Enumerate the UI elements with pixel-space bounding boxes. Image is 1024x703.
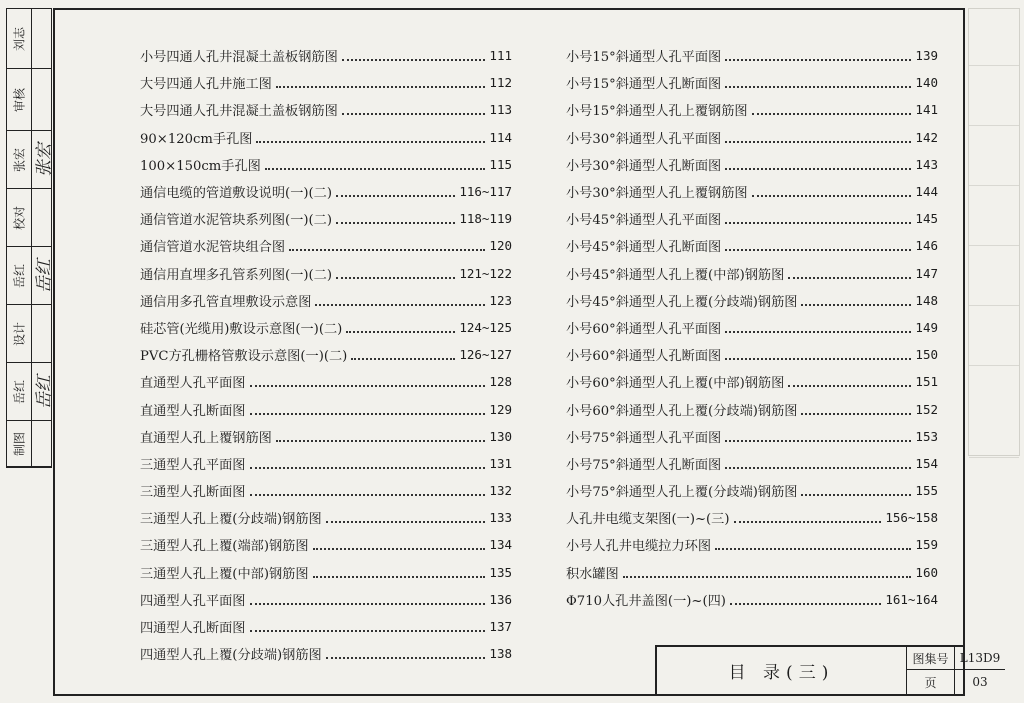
toc-entry-page: 129 <box>489 401 512 417</box>
dot-leader <box>326 656 486 659</box>
dot-leader <box>752 112 912 115</box>
signature-role-label: 校对 <box>12 205 27 230</box>
signature-role-label: 张宏 <box>12 147 27 172</box>
toc-entry-page: 132 <box>489 483 512 499</box>
signature-row <box>7 9 51 69</box>
toc-entry <box>566 423 938 450</box>
toc-entry <box>140 559 512 586</box>
toc-entry-page: 111 <box>489 48 512 64</box>
dot-leader <box>725 221 911 224</box>
toc-entry-page: 139 <box>915 48 938 64</box>
dot-leader <box>342 58 486 61</box>
toc-entry-page: 135 <box>489 564 512 580</box>
toc-entry <box>140 613 512 640</box>
dot-leader <box>342 112 486 115</box>
toc-entry-title: 积水罐图 <box>566 566 619 582</box>
dot-leader <box>725 248 911 251</box>
toc-entry-page: 150 <box>915 347 938 363</box>
toc-entry-title: 通信电缆的管道敷设说明(一)(二) <box>140 186 333 202</box>
dot-leader <box>725 439 911 442</box>
handwritten-signature: 岳红 <box>34 374 55 409</box>
toc-entry-title: 小号45°斜通型人孔上覆(中部)钢筋图 <box>566 267 785 283</box>
toc-entry-page: 115 <box>489 156 512 172</box>
toc-entry-page: 113 <box>489 102 512 118</box>
toc-entry-title: 直通型人孔断面图 <box>140 403 246 419</box>
dot-leader <box>752 194 912 197</box>
toc-entry-title: 小号60°斜通型人孔平面图 <box>566 321 722 337</box>
dot-leader <box>623 575 912 578</box>
dot-leader <box>315 303 485 306</box>
toc-entry-title: 大号四通人孔井施工图 <box>140 77 272 93</box>
toc-entry-title: 三通型人孔断面图 <box>140 485 246 501</box>
dot-leader <box>801 412 911 415</box>
toc-entry-title: 小号30°斜通型人孔上覆钢筋图 <box>566 186 748 202</box>
toc-entry <box>140 531 512 558</box>
toc-entry <box>140 151 512 178</box>
toc-entry-title: 小号15°斜通型人孔断面图 <box>566 77 722 93</box>
signature-row <box>7 421 51 467</box>
toc-entry-page: 123 <box>489 292 512 308</box>
signature-row <box>7 363 55 421</box>
dot-leader <box>788 384 911 387</box>
toc-entry-page: 130 <box>489 428 512 444</box>
dot-leader <box>250 602 486 605</box>
toc-entry <box>140 423 512 450</box>
signature-role-label: 岳红 <box>12 379 27 404</box>
toc-entry-page: 133 <box>489 510 512 526</box>
toc-entry-page: 161~164 <box>885 591 938 607</box>
toc-entry <box>140 287 512 314</box>
toc-entry <box>566 477 938 504</box>
strip-divider <box>31 9 32 68</box>
dot-leader <box>250 493 486 496</box>
toc-entry <box>140 504 512 531</box>
toc-entry-title: 三通型人孔上覆(端部)钢筋图 <box>140 539 309 555</box>
toc-entry-title: 100×150cm手孔图 <box>140 158 261 174</box>
toc-entry <box>566 559 938 586</box>
toc-entry-page: 137 <box>489 619 512 635</box>
toc-entry-page: 140 <box>915 75 938 91</box>
dot-leader <box>250 466 486 469</box>
toc-entry <box>140 205 512 232</box>
toc-entry-page: 114 <box>489 129 512 145</box>
toc-entry <box>140 124 512 151</box>
sheet-title: 目 录(三) <box>657 647 907 694</box>
toc-entry <box>140 260 512 287</box>
toc-entry <box>140 341 512 368</box>
dot-leader <box>250 384 486 387</box>
toc-entry-title: 小号15°斜通型人孔平面图 <box>566 50 722 66</box>
toc-entry-title: 通信用直埋多孔管系列图(一)(二) <box>140 267 333 283</box>
toc-entry-title: 三通型人孔上覆(中部)钢筋图 <box>140 566 309 582</box>
toc-entry <box>140 42 512 69</box>
signature-row <box>7 189 51 247</box>
toc-entry-page: 145 <box>915 211 938 227</box>
toc-entry-page: 121~122 <box>459 265 512 281</box>
toc-entry-title: 小号15°斜通型人孔上覆钢筋图 <box>566 104 748 120</box>
dot-leader <box>250 629 486 632</box>
signature-strip <box>6 8 55 468</box>
toc-entry-page: 131 <box>489 455 512 471</box>
handwritten-signature: 张宏 <box>34 142 55 177</box>
toc-entry <box>566 586 938 613</box>
dot-leader <box>725 140 911 143</box>
toc-entry-title: 通信用多孔管直埋敷设示意图 <box>140 294 312 310</box>
dot-leader <box>801 493 911 496</box>
toc-entry <box>566 178 938 205</box>
dot-leader <box>313 575 486 578</box>
toc-entry <box>566 314 938 341</box>
dot-leader <box>326 520 486 523</box>
toc-entry-title: 小号75°斜通型人孔上覆(分歧端)钢筋图 <box>566 485 798 501</box>
toc-entry <box>140 395 512 422</box>
toc-entry-title: 小号45°斜通型人孔平面图 <box>566 213 722 229</box>
toc-entry-title: 小号45°斜通型人孔断面图 <box>566 240 722 256</box>
signature-role-label: 设计 <box>12 321 27 346</box>
toc-entry-title: 小号60°斜通型人孔上覆(分歧端)钢筋图 <box>566 403 798 419</box>
dot-leader <box>725 58 911 61</box>
toc-entry <box>566 260 938 287</box>
dot-leader <box>351 357 455 360</box>
strip-divider <box>31 305 32 362</box>
toc-entry-page: 142 <box>915 129 938 145</box>
signature-row <box>7 305 51 363</box>
page-label: 页 <box>907 670 955 694</box>
dot-leader <box>725 357 911 360</box>
dot-leader <box>336 194 455 197</box>
title-block <box>655 645 1001 694</box>
toc-entry <box>140 69 512 96</box>
signature-role-label: 刘志 <box>12 26 27 51</box>
toc-entry-title: 三通型人孔平面图 <box>140 457 246 473</box>
toc-entry-title: 小号四通人孔井混凝土盖板钢筋图 <box>140 50 338 66</box>
toc-entry-page: 116~117 <box>459 184 512 200</box>
strip-divider <box>31 189 32 246</box>
dot-leader <box>715 547 911 550</box>
toc-entry <box>140 450 512 477</box>
toc-entry <box>566 151 938 178</box>
toc-entry-page: 147 <box>915 265 938 281</box>
toc-entry <box>140 232 512 259</box>
dot-leader <box>336 276 455 279</box>
strip-divider <box>31 421 32 466</box>
toc-entry <box>566 42 938 69</box>
toc-entry-title: 小号人孔井电缆拉力环图 <box>566 539 712 555</box>
toc-entry-title: 硅芯管(光缆用)敷设示意图(一)(二) <box>140 321 343 337</box>
dot-leader <box>336 221 455 224</box>
toc-entry-page: 124~125 <box>459 319 512 335</box>
atlas-number: L13D9 <box>955 647 1005 670</box>
toc-entry <box>140 314 512 341</box>
toc-entry-page: 153 <box>915 428 938 444</box>
toc-entry <box>140 640 512 667</box>
toc-entry <box>140 477 512 504</box>
toc-entry <box>566 124 938 151</box>
toc-entry-page: 152 <box>915 401 938 417</box>
toc-entry <box>566 450 938 477</box>
dot-leader <box>734 520 882 523</box>
toc-entry-title: 直通型人孔上覆钢筋图 <box>140 430 272 446</box>
toc-entry-page: 155 <box>915 483 938 499</box>
signature-row <box>7 247 55 305</box>
dot-leader <box>265 167 486 170</box>
toc-entry <box>566 205 938 232</box>
toc-entry <box>566 368 938 395</box>
toc-entry-title: 三通型人孔上覆(分歧端)钢筋图 <box>140 512 322 528</box>
toc-entry-page: 120 <box>489 238 512 254</box>
dot-leader <box>250 412 486 415</box>
atlas-label: 图集号 <box>907 647 955 670</box>
toc-entry-page: 128 <box>489 374 512 390</box>
toc-entry-title: 四通型人孔平面图 <box>140 593 246 609</box>
handwritten-signature: 岳红 <box>34 258 55 293</box>
toc-left-column <box>140 42 512 667</box>
toc-entry-title: 小号45°斜通型人孔上覆(分歧端)钢筋图 <box>566 294 798 310</box>
toc-entry-title: 小号60°斜通型人孔上覆(中部)钢筋图 <box>566 376 785 392</box>
toc-entry <box>566 504 938 531</box>
toc-entry-page: 146 <box>915 238 938 254</box>
toc-entry-page: 151 <box>915 374 938 390</box>
dot-leader <box>801 303 911 306</box>
dot-leader <box>276 85 486 88</box>
page-number: 03 <box>972 675 988 689</box>
toc-entry-page: 148 <box>915 292 938 308</box>
toc-entry <box>566 96 938 123</box>
dot-leader <box>788 276 911 279</box>
toc-entry-title: 大号四通人孔井混凝土盖板钢筋图 <box>140 104 338 120</box>
toc-entry-page: 118~119 <box>459 211 512 227</box>
toc-entry-title: 小号30°斜通型人孔断面图 <box>566 158 722 174</box>
dot-leader <box>725 85 911 88</box>
toc-entry-title: 直通型人孔平面图 <box>140 376 246 392</box>
dot-leader <box>313 547 486 550</box>
toc-entry-page: 156~158 <box>885 510 938 526</box>
toc-entry-page: 112 <box>489 75 512 91</box>
signature-role-label: 制图 <box>12 431 27 456</box>
toc-entry-title: 通信管道水泥管块组合图 <box>140 240 286 256</box>
toc-entry-title: 90×120cm手孔图 <box>140 131 253 147</box>
toc-entry <box>566 341 938 368</box>
toc-entry <box>566 395 938 422</box>
dot-leader <box>346 330 455 333</box>
toc-entry-title: 通信管道水泥管块系列图(一)(二) <box>140 213 333 229</box>
signature-row <box>7 131 55 189</box>
toc-entry-page: 160 <box>915 564 938 580</box>
dot-leader <box>725 466 911 469</box>
dot-leader <box>730 602 881 605</box>
toc-entry-page: 126~127 <box>459 347 512 363</box>
toc-entry <box>566 531 938 558</box>
toc-entry-title: PVC方孔栅格管敷设示意图(一)(二) <box>140 349 348 365</box>
bleed-through-strip <box>968 8 1020 456</box>
toc-entry-page: 143 <box>915 156 938 172</box>
toc-entry <box>566 69 938 96</box>
toc-entry <box>140 368 512 395</box>
dot-leader <box>289 248 485 251</box>
toc-entry-page: 138 <box>489 646 512 662</box>
toc-entry-title: Φ710人孔井盖图(一)~(四) <box>566 593 726 609</box>
dot-leader <box>256 140 485 143</box>
toc-entry-title: 人孔井电缆支架图(一)~(三) <box>566 512 730 528</box>
toc-entry-title: 四通型人孔断面图 <box>140 621 246 637</box>
toc-entry-title: 小号75°斜通型人孔断面图 <box>566 457 722 473</box>
toc-entry-page: 159 <box>915 537 938 553</box>
signature-role-label: 岳红 <box>12 263 27 288</box>
toc-entry <box>566 232 938 259</box>
toc-entry-page: 154 <box>915 455 938 471</box>
signature-role-label: 审核 <box>12 87 27 112</box>
dot-leader <box>725 330 911 333</box>
toc-entry-page: 134 <box>489 537 512 553</box>
toc-entry <box>566 287 938 314</box>
dot-leader <box>276 439 486 442</box>
signature-row <box>7 69 51 131</box>
strip-divider <box>31 69 32 130</box>
toc-entry-page: 141 <box>915 102 938 118</box>
toc-entry <box>140 96 512 123</box>
toc-entry-page: 144 <box>915 184 938 200</box>
toc-entry-title: 小号75°斜通型人孔平面图 <box>566 430 722 446</box>
toc-entry <box>140 178 512 205</box>
toc-entry <box>140 586 512 613</box>
toc-entry-page: 149 <box>915 319 938 335</box>
toc-entry-page: 136 <box>489 591 512 607</box>
toc-entry-title: 小号30°斜通型人孔平面图 <box>566 131 722 147</box>
toc-entry-title: 四通型人孔上覆(分歧端)钢筋图 <box>140 648 322 664</box>
dot-leader <box>725 167 911 170</box>
toc-entry-title: 小号60°斜通型人孔断面图 <box>566 349 722 365</box>
toc-right-column <box>566 42 938 613</box>
